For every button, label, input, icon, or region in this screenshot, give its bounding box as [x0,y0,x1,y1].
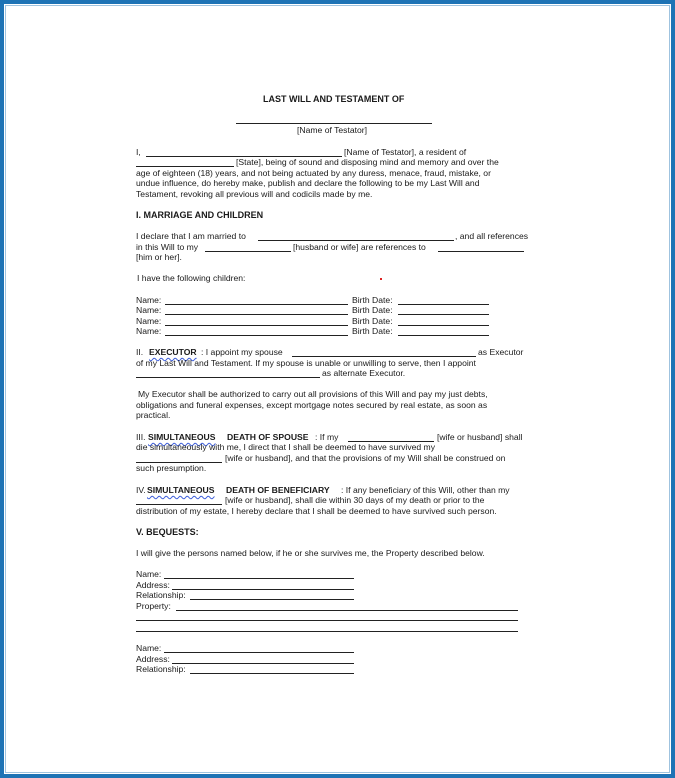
bequest-1-property-label: Property: [136,601,171,611]
intro-line-1a: I, [136,147,141,157]
child-1-name-line [165,304,348,305]
intro-line-5: Testament, revoking all previous will and codicils made by me. [136,189,373,199]
executor-spouse-line [292,356,476,357]
child-4-name-line [165,335,348,336]
child-3-name-label: Name: [136,316,162,326]
executor-para-line-1: My Executor shall be authorized to carry out all provisions of this Will and pay my just debts, [138,389,488,399]
child-2-name-line [165,314,348,315]
section-2-num: II. [136,347,144,357]
document-title: LAST WILL AND TESTAMENT OF [263,94,405,104]
bequest-2-relationship-label: Relationship: [136,664,186,674]
sec3-line-2: die simultaneously with me, I direct that I shall be deemed to have survived my [136,442,436,452]
child-4-name-label: Name: [136,326,162,336]
alternate-executor-line [136,377,320,378]
testator-name-line [236,123,432,124]
sec3-line-4: such presumption. [136,463,207,473]
bequest-1-address-line [172,589,354,590]
bequest-1-property-line-2 [136,620,518,621]
section-2-title: EXECUTOR [149,347,197,357]
intro-state-line [136,166,234,167]
bequest-2-address-label: Address: [136,654,170,664]
child-2-birth-label: Birth Date: [352,305,393,315]
section-4-title-2: DEATH OF BENEFICIARY [226,485,330,495]
testator-name-caption: [Name of Testator] [297,125,368,135]
stray-mark [380,278,382,280]
executor-para-line-3: practical. [136,410,171,420]
section-4-title-1: SIMULTANEOUS [147,485,215,495]
child-3-name-line [165,325,348,326]
sec4-line-1: : If any beneficiary of this Will, other than my [341,485,510,495]
sec4-line-3: distribution of my estate, I hereby declare that I shall be deemed to have survived such person. [136,506,497,516]
sec1-line-1a: I declare that I am married to [136,231,246,241]
section-1-heading: I. MARRIAGE AND CHILDREN [136,210,264,220]
bequest-2-name-label: Name: [136,643,162,653]
sec3-line-1a: : If my [315,432,339,442]
spouse-name-line [258,240,454,241]
children-intro: I have the following children: [137,273,246,283]
child-1-birth-label: Birth Date: [352,295,393,305]
child-1-name-label: Name: [136,295,162,305]
bequest-1-name-line [164,578,354,579]
intro-line-4: undue influence, do hereby make, publish and declare the following to be my Last Will and [136,178,480,188]
bequest-1-relationship-line [190,599,354,600]
section-3-title-2: DEATH OF SPOUSE [227,432,309,442]
bequest-1-address-label: Address: [136,580,170,590]
section-5-heading: V. BEQUESTS: [136,527,199,537]
sec4-line-2: [wife or husband], shall die within 30 days of my death or prior to the [225,495,485,505]
child-3-birth-label: Birth Date: [352,316,393,326]
sec3-line-1b: [wife or husband] shall [437,432,523,442]
references-line [438,251,524,252]
executor-para-line-2: obligations and funeral expenses, except mortgage notes secured by real estate, as soon as [136,400,488,410]
sec2-line-3: as alternate Executor. [322,368,406,378]
child-4-birth-label: Birth Date: [352,326,393,336]
intro-line-2: [State], being of sound and disposing mind and memory and over the [236,157,499,167]
bequest-2-relationship-line [190,673,354,674]
child-3-birth-line [398,325,489,326]
bequest-1-relationship-label: Relationship: [136,590,186,600]
sec1-line-1b: , and all references [455,231,529,241]
sec2-line-1a: : I appoint my spouse [201,347,283,357]
child-4-birth-line [398,335,489,336]
sec2-line-1b: as Executor [478,347,524,357]
sec4-spouse-line [136,504,222,505]
section-4-num: IV. [136,485,146,495]
bequest-2-name-line [164,652,354,653]
bequest-1-name-label: Name: [136,569,162,579]
section-3-title-1: SIMULTANEOUS [148,432,216,442]
bequest-1-property-line-3 [136,631,518,632]
section-3-num: III. [136,432,146,442]
sec1-line-3: [him or her]. [136,252,182,262]
child-2-birth-line [398,314,489,315]
intro-line-3: age of eighteen (18) years, and not being actuated by any duress, menace, fraud, mistake, or [136,168,491,178]
sec1-line-2b: [husband or wife] are references to [293,242,426,252]
sec1-line-2a: in this Will to my [136,242,199,252]
husband-wife-line [205,251,291,252]
bequest-2-address-line [172,663,354,664]
sec3-line-3: [wife or husband], and that the provisions of my Will shall be construed on [225,453,506,463]
bequest-1-property-line-1 [176,610,518,611]
bequests-intro: I will give the persons named below, if he or she survives me, the Property described below. [136,548,485,558]
sec2-line-2: of my Last Will and Testament. If my spouse is unable or unwilling to serve, then I appoint [136,358,476,368]
child-1-birth-line [398,304,489,305]
child-2-name-label: Name: [136,305,162,315]
intro-line-1b: [Name of Testator], a resident of [344,147,467,157]
